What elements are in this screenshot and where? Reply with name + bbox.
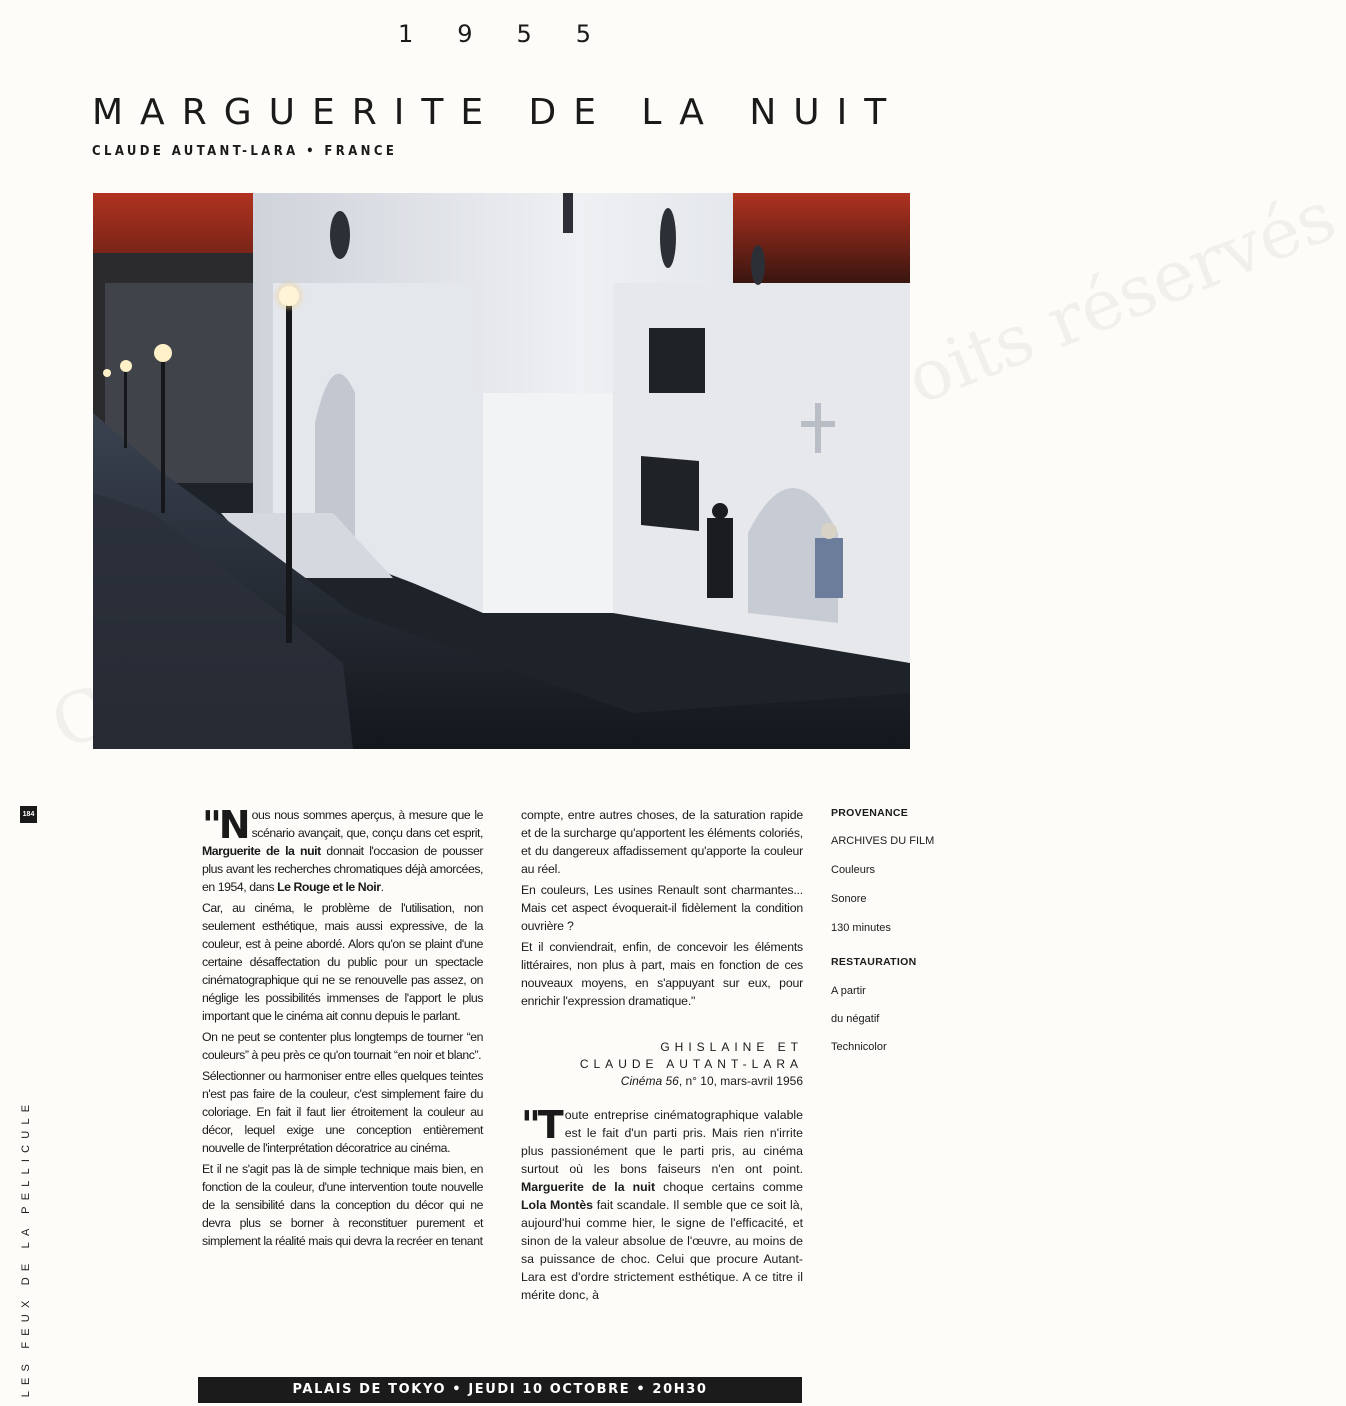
restauration-heading: RESTAURATION — [831, 956, 917, 968]
provenance-item: Couleurs — [831, 864, 876, 876]
quote1-paragraph: Et il ne s'agit pas là de simple technique mais bien, en fonction de la couleur, d'une intervention toute nouvelle de la sensibilité dans la conception du décor qui ne devra plus se borner à reconstituer purement et simplement la réalité mais qui devra la recréer en tenant — [202, 1162, 483, 1248]
technical-sidebar — [831, 806, 971, 1054]
film-still-photo — [93, 193, 910, 749]
quote1-paragraph: En couleurs, Les usines Renault sont charmantes... Mais cet aspect évoquerait-il fidèlement la condition ouvrière ? — [521, 883, 803, 933]
restauration-item: du négatif — [831, 1013, 880, 1025]
restauration-item: Technicolor — [831, 1041, 887, 1053]
quote2-dropcap: "T — [521, 1103, 561, 1147]
restauration-item: A partir — [831, 985, 866, 997]
film-title: MARGUERITE DE LA NUIT — [92, 92, 904, 133]
attribution-source-title: Cinéma 56 — [620, 1074, 679, 1088]
quote2-column — [521, 1103, 804, 1307]
film-title-reference: Marguerite de la nuit — [521, 1180, 656, 1194]
quote1-column-left — [202, 803, 483, 1253]
provenance-heading: PROVENANCE — [831, 807, 909, 819]
quote1-paragraph: On ne peut se contenter plus longtemps de tourner “en couleurs” à peu près ce qu'on tournait “en noir et blanc”. — [202, 1030, 483, 1062]
page-number: 184 — [20, 806, 37, 823]
quote1-continued-paragraphs — [521, 806, 803, 1010]
attribution-author-2: CLAUDE AUTANT-LARA — [579, 1057, 803, 1071]
quote1-paragraph: compte, entre autres choses, de la saturation rapide et de la surcharge qu'apportent les éléments coloriés, et du dangereux affadissement qu'apporte la couleur au réel. — [521, 808, 803, 876]
quote2-paragraphs — [521, 1103, 804, 1304]
year-heading: 1955 — [397, 20, 636, 48]
attribution-author-1: GHISLAINE ET — [660, 1040, 803, 1054]
provenance-item: ARCHIVES DU FILM — [831, 835, 935, 847]
provenance-item: Sonore — [831, 893, 867, 905]
attribution-source-details: , n° 10, mars-avril 1956 — [678, 1074, 803, 1088]
quote2-paragraph: oute entreprise cinématographique valable est le fait d'un parti pris. Mais rien n'irrite plus passionément que le parti pris, au cinéma surtout où les bons faiseurs n'en ont point. Marguerite de la nuit choque certains comme Lola Montès fait scandale. Il semble que ce soit là, aujourd'hui comme hier, le signe de l'efficacité, et sinon de la valeur absolue de l'œuvre, au moins de sa puissance de choc. Celui que procure Autant-Lara est d'ordre strictement esthétique. A ce titre il mérite donc, à — [521, 1108, 804, 1302]
quote1-dropcap: "N — [202, 803, 248, 847]
quote1-paragraph: ous nous sommes aperçus, à mesure que le scénario avançait, que, conçu dans cet esprit, Marguerite de la nuit donnait l'occasion de pousser plus avant les recherches chromatiques déjà amorcées, en 1954, dans Le Rouge et le Noir. — [202, 808, 483, 894]
film-title-reference: Lola Montès — [521, 1198, 594, 1212]
provenance-list — [831, 834, 971, 935]
quote1-paragraph: Car, au cinéma, le problème de l'utilisation, non seulement esthétique, mais aussi expressive, de la couleur, est à peine abordé. Alors qu'on se plaint d'une certaine désaffectation du public pour un spectacle cinématographique qui ne se renouvelle pas assez, on néglige les possibilités immenses de l'apport le plus important que le cinéma ait connu depuis le parlant. — [202, 901, 483, 1023]
film-title-reference: Le Rouge et le Noir — [277, 880, 381, 894]
quote1-column-right — [521, 806, 803, 1013]
director-country: CLAUDE AUTANT-LARA • FRANCE — [92, 144, 398, 159]
quote1-attribution — [521, 1039, 803, 1090]
screening-banner: PALAIS DE TOKYO • JEUDI 10 OCTOBRE • 20H30 — [198, 1377, 802, 1403]
film-title-reference: Marguerite de la nuit — [202, 844, 321, 858]
quote1-paragraph: Sélectionner ou harmoniser entre elles quelques teintes n'est pas faire de la couleur, c'est simplement faire du coloriage. En fait il faut lier étroitement la couleur au décor, lequel exige une conception entièrement nouvelle de l'interprétation décoratrice au cinéma. — [202, 1069, 483, 1155]
quote1-paragraphs — [202, 803, 483, 1250]
restauration-list — [831, 984, 971, 1054]
spine-running-title: LES FEUX DE LA PELLICULE — [20, 1098, 32, 1398]
attribution-source — [521, 1073, 803, 1090]
copyright-watermark: droits réservés — [822, 174, 1346, 450]
quote1-paragraph: Et il conviendrait, enfin, de concevoir les éléments littéraires, non plus à part, mais en fonction de ces nouveaux moyens, en s'appuyant sur eux, pour enrichir l'expression dramatique." — [521, 940, 803, 1008]
provenance-item: 130 minutes — [831, 922, 891, 934]
